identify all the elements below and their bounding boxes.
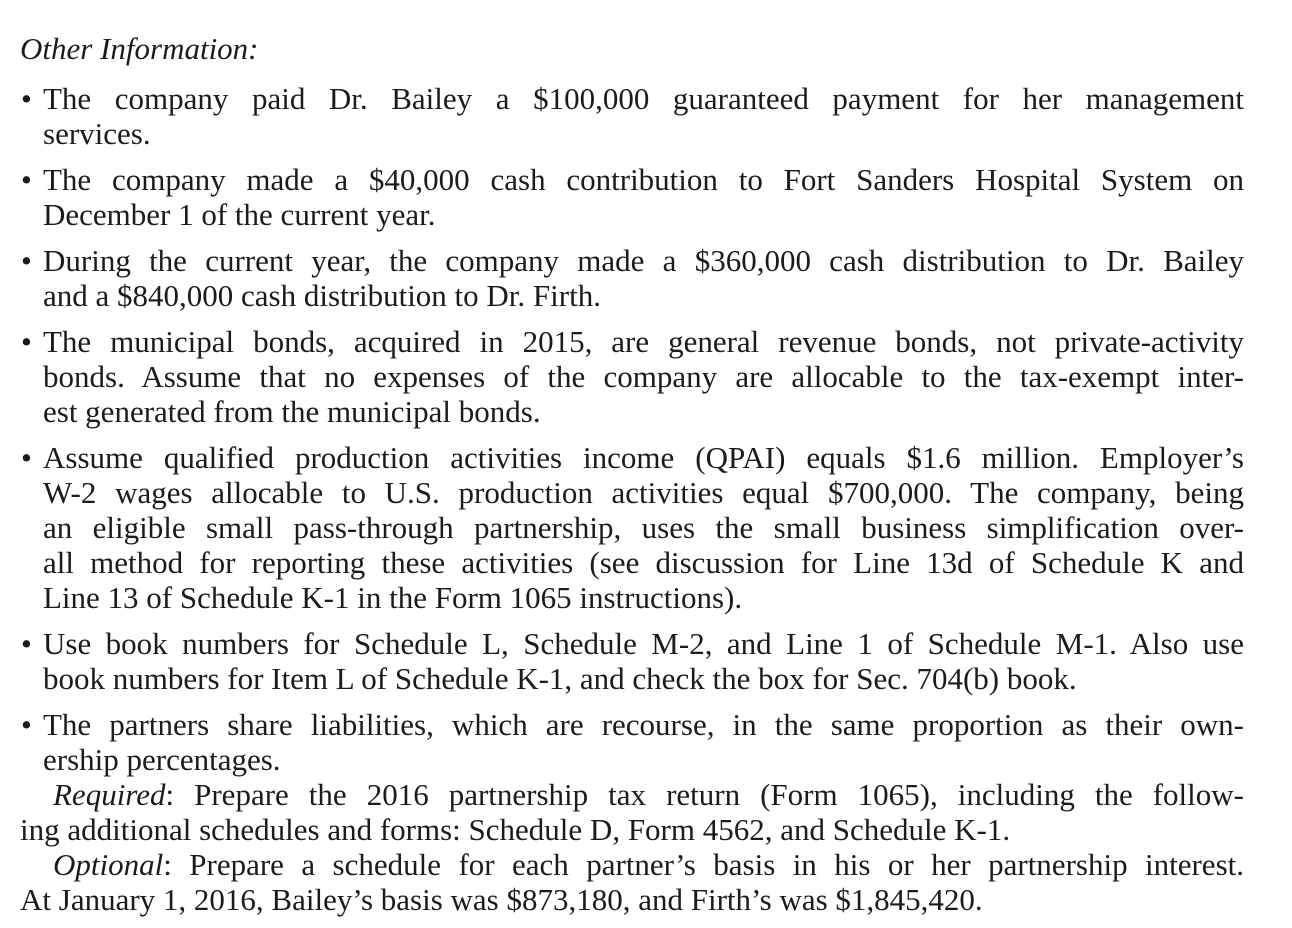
text-line: • During the current year, the company made a $360,000 cash distribution to Dr. Bailey	[43, 243, 1244, 278]
text-line: ership percentages.	[43, 742, 281, 777]
text-line: At January 1, 2016, Bailey’s basis was $873,180, and Firth’s was $1,845,420.	[20, 882, 983, 917]
text-line	[20, 777, 1244, 812]
list-item	[20, 626, 1244, 696]
section-heading: Other Information:	[20, 31, 259, 66]
list-item	[20, 440, 1244, 615]
text-line: • Use book numbers for Schedule L, Schedule M-2, and Line 1 of Schedule M-1. Also use	[43, 626, 1244, 661]
text-line: an eligible small pass-through partnership, uses the small business simplification over-	[43, 510, 1244, 545]
text-line: W-2 wages allocable to U.S. production activities equal $700,000. The company, being	[43, 475, 1244, 510]
list-item	[20, 243, 1244, 313]
text-line: • The company paid Dr. Bailey a $100,000 guaranteed payment for her management	[43, 81, 1244, 116]
text-line	[20, 847, 1244, 882]
required-text: : Prepare the 2016 partnership tax return (Form 1065), including the follow-	[165, 777, 1244, 812]
text-line: Line 13 of Schedule K-1 in the Form 1065 instructions).	[43, 580, 743, 615]
text-line: services.	[43, 116, 151, 151]
text-line: • Assume qualified production activities income (QPAI) equals $1.6 million. Employer’s	[43, 440, 1244, 475]
text-line: all method for reporting these activities (see discussion for Line 13d of Schedule K and	[43, 545, 1244, 580]
optional-paragraph	[20, 847, 1244, 917]
text-line: December 1 of the current year.	[43, 197, 436, 232]
text-line: • The partners share liabilities, which are recourse, in the same proportion as their own-	[43, 707, 1244, 742]
optional-text: : Prepare a schedule for each partner’s basis in his or her partnership interest.	[163, 847, 1244, 882]
text-line: book numbers for Item L of Schedule K-1, and check the box for Sec. 704(b) book.	[43, 661, 1077, 696]
list-item	[20, 162, 1244, 232]
text-line: ing additional schedules and forms: Schedule D, Form 4562, and Schedule K-1.	[20, 812, 1011, 847]
required-label: Required	[53, 777, 166, 812]
list-item	[20, 81, 1244, 151]
text-line: est generated from the municipal bonds.	[43, 394, 541, 429]
text-line: bonds. Assume that no expenses of the company are allocable to the tax-exempt inter-	[43, 359, 1244, 394]
list-item	[20, 707, 1244, 777]
document-page	[20, 31, 1244, 917]
bullet-list	[20, 81, 1244, 777]
required-paragraph	[20, 777, 1244, 847]
optional-label: Optional	[53, 847, 164, 882]
text-line: • The municipal bonds, acquired in 2015, are general revenue bonds, not private-activity	[43, 324, 1244, 359]
text-line: and a $840,000 cash distribution to Dr. Firth.	[43, 278, 601, 313]
text-line: • The company made a $40,000 cash contribution to Fort Sanders Hospital System on	[43, 162, 1244, 197]
list-item	[20, 324, 1244, 429]
